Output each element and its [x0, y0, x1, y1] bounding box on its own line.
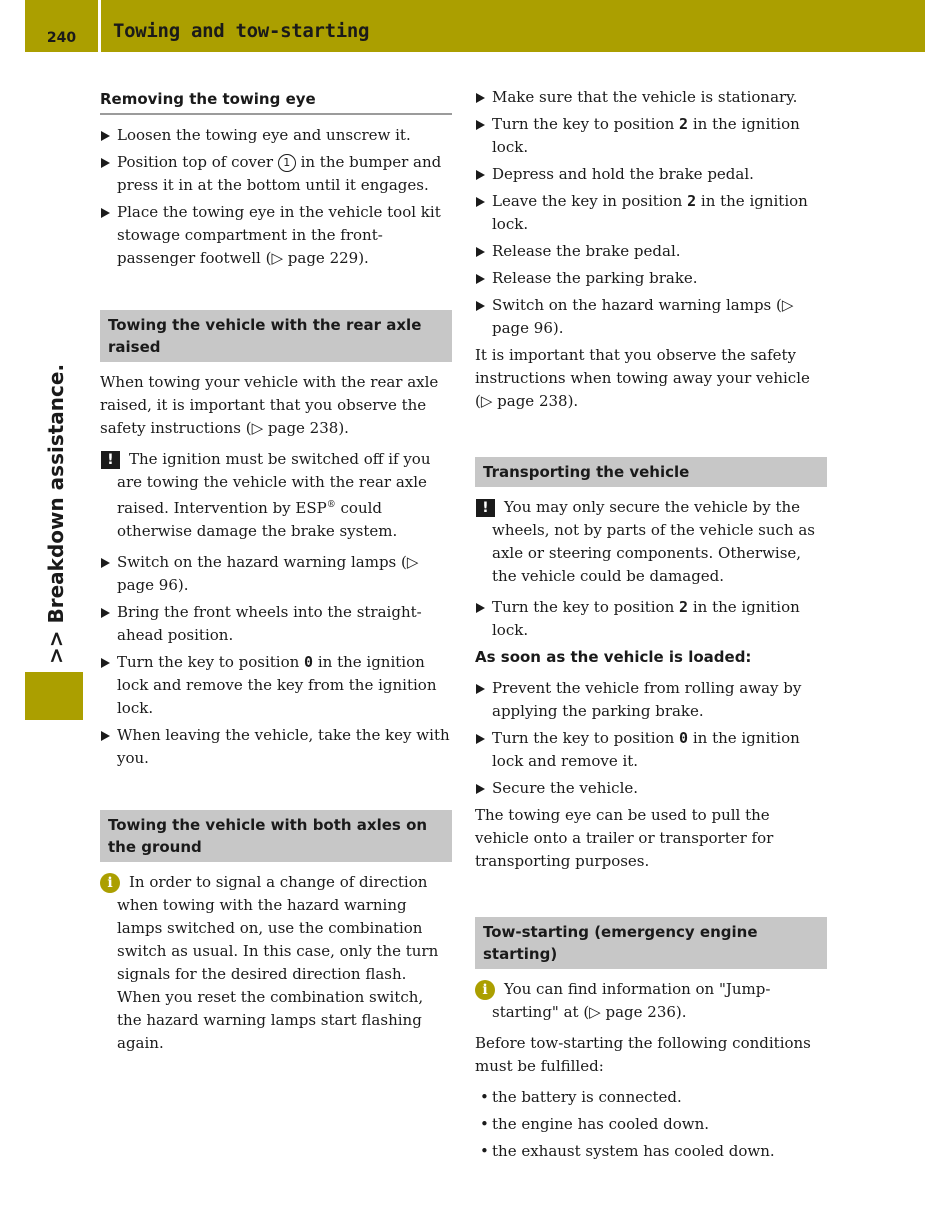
- section-heading-transport: Transporting the vehicle: [475, 457, 827, 487]
- list-item: • the battery is connected.: [475, 1086, 827, 1109]
- page-title: Towing and tow-starting: [113, 20, 370, 42]
- step-triangle-icon: [476, 120, 485, 130]
- step-triangle-icon: [476, 734, 485, 744]
- info-note: i In order to signal a change of direction when towing with the hazard warning lamps switched on, use the combination switch as usual. In this case, only the turn signals for the desired direction flash. When you reset the combination switch, the hazard warning lamps start flashing again.: [100, 871, 452, 1055]
- info-icon: i: [100, 873, 120, 893]
- bullet-dot-icon: •: [480, 1115, 489, 1133]
- step-item: Prevent the vehicle from rolling away by applying the parking brake.: [475, 677, 827, 723]
- header-divider: [98, 0, 101, 52]
- step-triangle-icon: [476, 784, 485, 794]
- step-item: Turn the key to position 2 in the ignition lock.: [475, 596, 827, 642]
- step-item: Make sure that the vehicle is stationary.: [475, 86, 827, 109]
- step-item: Turn the key to position 0 in the ignition lock and remove the key from the ignition lock.: [100, 651, 452, 720]
- step-item: Loosen the towing eye and unscrew it.: [100, 124, 452, 147]
- step-item: Turn the key to position 2 in the ignition lock.: [475, 113, 827, 159]
- callout-marker: 1: [278, 154, 296, 172]
- left-column: [100, 86, 452, 1063]
- step-item: When leaving the vehicle, take the key with you.: [100, 724, 452, 770]
- step-triangle-icon: [476, 684, 485, 694]
- chapter-tab-label: >> Breakdown assistance.: [44, 363, 68, 664]
- step-triangle-icon: [101, 658, 110, 668]
- step-item: Place the towing eye in the vehicle tool kit stowage compartment in the front-passenger footwell (▷ page 229).: [100, 201, 452, 270]
- step-triangle-icon: [476, 170, 485, 180]
- step-item: Leave the key in position 2 in the ignition lock.: [475, 190, 827, 236]
- warning-note: ! You may only secure the vehicle by the wheels, not by parts of the vehicle such as axle or steering components. Otherwise, the vehicle could be damaged.: [475, 496, 827, 588]
- step-triangle-icon: [101, 208, 110, 218]
- paragraph: It is important that you observe the safety instructions when towing away your vehicle (▷ page 238).: [475, 346, 810, 410]
- step-triangle-icon: [101, 608, 110, 618]
- section-heading-rear-axle: Towing the vehicle with the rear axle raised: [100, 310, 452, 362]
- info-icon: i: [475, 980, 495, 1000]
- step-item: Depress and hold the brake pedal.: [475, 163, 827, 186]
- step-triangle-icon: [101, 731, 110, 741]
- step-item: Switch on the hazard warning lamps (▷ page 96).: [475, 294, 827, 340]
- step-triangle-icon: [476, 274, 485, 284]
- warning-icon: !: [101, 451, 120, 469]
- step-item: Bring the front wheels into the straight-ahead position.: [100, 601, 452, 647]
- step-item: Turn the key to position 0 in the ignition lock and remove it.: [475, 727, 827, 773]
- step-triangle-icon: [101, 558, 110, 568]
- right-column: [475, 86, 827, 1167]
- step-triangle-icon: [476, 197, 485, 207]
- list-item: • the engine has cooled down.: [475, 1113, 827, 1136]
- section-heading-removing: Removing the towing eye: [100, 86, 452, 115]
- page-number: 240: [46, 30, 77, 46]
- step-item: Switch on the hazard warning lamps (▷ page 96).: [100, 551, 452, 597]
- step-triangle-icon: [101, 131, 110, 141]
- section-heading-tow-starting: Tow-starting (emergency engine starting): [475, 917, 827, 969]
- step-triangle-icon: [476, 247, 485, 257]
- step-item: Secure the vehicle.: [475, 777, 827, 800]
- warning-note: ! The ignition must be switched off if you are towing the vehicle with the rear axle raised. Intervention by ESP® could otherwise damage the brake system.: [100, 448, 452, 543]
- bullet-dot-icon: •: [480, 1142, 489, 1160]
- chapter-tab-marker: [25, 672, 83, 720]
- info-note: i You can find information on "Jump-starting" at (▷ page 236).: [475, 978, 827, 1024]
- paragraph: Before tow-starting the following conditions must be fulfilled:: [475, 1034, 811, 1075]
- step-item: Release the parking brake.: [475, 267, 827, 290]
- step-triangle-icon: [476, 93, 485, 103]
- bullet-dot-icon: •: [480, 1088, 489, 1106]
- step-item: Release the brake pedal.: [475, 240, 827, 263]
- section-heading-both-axles: Towing the vehicle with both axles on the ground: [100, 810, 452, 862]
- sub-heading-loaded: As soon as the vehicle is loaded:: [475, 648, 752, 666]
- step-item: Position top of cover 1 in the bumper and press it in at the bottom until it engages.: [100, 151, 452, 197]
- list-item: • the exhaust system has cooled down.: [475, 1140, 827, 1163]
- step-triangle-icon: [476, 603, 485, 613]
- paragraph: The towing eye can be used to pull the vehicle onto a trailer or transporter for transporting purposes.: [475, 806, 774, 870]
- step-triangle-icon: [476, 301, 485, 311]
- step-triangle-icon: [101, 158, 110, 168]
- paragraph: When towing your vehicle with the rear axle raised, it is important that you observe the safety instructions (▷ page 238).: [100, 373, 439, 437]
- warning-icon: !: [476, 499, 495, 517]
